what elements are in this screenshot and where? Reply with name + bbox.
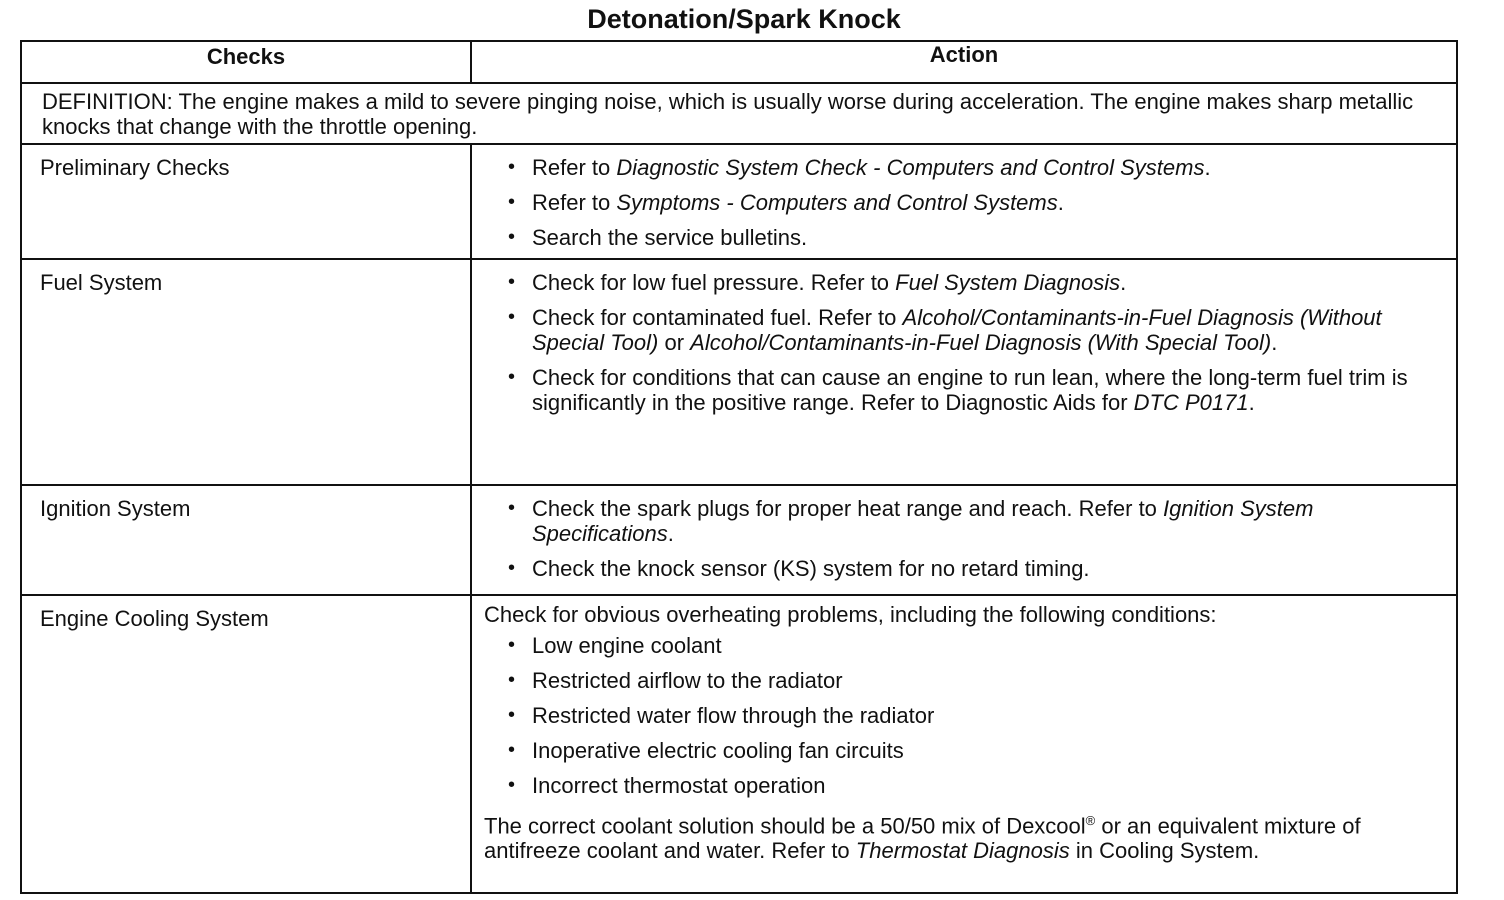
item-reference: Symptoms - Computers and Control Systems (616, 190, 1058, 215)
action-list (502, 155, 1440, 250)
list-item (502, 155, 1440, 180)
list-item (502, 556, 1440, 581)
action-fuel-system (471, 259, 1457, 485)
diagnostic-table (20, 40, 1458, 894)
table-row (21, 144, 1457, 259)
bullet-icon: • (508, 271, 516, 293)
list-item (502, 703, 1440, 728)
list-item (502, 305, 1440, 355)
table-row (21, 595, 1457, 893)
item-text: Low engine coolant (532, 633, 722, 658)
item-text: Refer to (532, 155, 617, 180)
item-text: Check the knock sensor (KS) system for no retard timing. (532, 556, 1090, 581)
action-ignition-system (471, 485, 1457, 595)
header-row (21, 41, 1457, 83)
item-text: Incorrect thermostat operation (532, 773, 826, 798)
list-item (502, 738, 1440, 763)
item-text: or (658, 330, 691, 355)
header-checks: Checks (21, 41, 471, 83)
action-engine-cooling-system (471, 595, 1457, 893)
bullet-icon: • (508, 704, 516, 726)
bullet-icon: • (508, 557, 516, 579)
header-action: Action (471, 41, 1457, 83)
item-text: . (1271, 330, 1278, 355)
item-text: . (1204, 155, 1211, 180)
bullet-icon: • (508, 669, 516, 691)
bullet-icon: • (508, 226, 516, 248)
item-text: Restricted water flow through the radiator (532, 703, 935, 728)
note-reference: Thermostat Diagnosis (855, 838, 1070, 864)
item-reference: Fuel System Diagnosis (895, 270, 1121, 295)
item-reference: Alcohol/Contaminants-in-Fuel Diagnosis (With Special Tool) (690, 330, 1272, 355)
bullet-icon: • (508, 306, 516, 328)
list-item (502, 496, 1440, 546)
note-text: or an equivalent mixture of antifreeze coolant and water. Refer to (484, 813, 1361, 864)
list-item (502, 225, 1440, 250)
item-reference: Alcohol/Contaminants-in-Fuel Diagnosis (Without Special Tool) (532, 305, 1382, 355)
action-list (502, 496, 1440, 581)
item-text: Check for conditions that can cause an engine to run lean, where the long-term fuel trim is significantly in the positive range. Refer to Diagnostic Aids for (532, 365, 1408, 415)
item-text: Restricted airflow to the radiator (532, 668, 843, 693)
item-text: . (1248, 390, 1255, 415)
list-item (502, 270, 1440, 295)
item-text: Refer to (532, 190, 617, 215)
bullet-icon: • (508, 739, 516, 761)
item-reference: DTC P0171 (1133, 390, 1249, 415)
check-fuel-system: Fuel System (21, 259, 471, 485)
definition-text: DEFINITION: The engine makes a mild to severe pinging noise, which is usually worse during acceleration. The engine makes sharp metallic knocks that change with the throttle opening. (21, 83, 1457, 144)
check-engine-cooling-system: Engine Cooling System (21, 595, 471, 893)
list-item (502, 633, 1440, 658)
item-text: Check the spark plugs for proper heat range and reach. Refer to (532, 496, 1164, 521)
registered-mark: ® (1085, 813, 1096, 828)
page-title: Detonation/Spark Knock (587, 4, 901, 34)
item-text: Inoperative electric cooling fan circuits (532, 738, 904, 763)
action-list (502, 270, 1440, 415)
action-list (484, 633, 1440, 798)
item-text: Check for low fuel pressure. Refer to (532, 270, 896, 295)
item-text: . (1120, 270, 1127, 295)
check-ignition-system: Ignition System (21, 485, 471, 595)
note-text: The correct coolant solution should be a 50/50 mix of Dexcool (484, 813, 1086, 839)
bullet-icon: • (508, 774, 516, 796)
list-item (502, 365, 1440, 415)
list-item (502, 668, 1440, 693)
check-preliminary: Preliminary Checks (21, 144, 471, 259)
table-row (21, 485, 1457, 595)
list-item (502, 773, 1440, 798)
bullet-icon: • (508, 191, 516, 213)
item-text: Check for contaminated fuel. Refer to (532, 305, 903, 330)
bullet-icon: • (508, 156, 516, 178)
bullet-icon: • (508, 497, 516, 519)
action-preliminary (471, 144, 1457, 259)
bullet-icon: • (508, 634, 516, 656)
bullet-icon: • (508, 366, 516, 388)
list-item (502, 190, 1440, 215)
item-reference: Diagnostic System Check - Computers and Control Systems (616, 155, 1205, 180)
definition-row (21, 83, 1457, 144)
item-text: Search the service bulletins. (532, 225, 808, 250)
note-text: in Cooling System. (1069, 838, 1260, 864)
table-row (21, 259, 1457, 485)
cooling-note (484, 808, 1440, 863)
item-text: . (1057, 190, 1064, 215)
item-text: . (667, 521, 674, 546)
item-reference: Ignition System Specifications (532, 496, 1314, 546)
cooling-intro: Check for obvious overheating problems, including the following conditions: (484, 602, 1217, 627)
